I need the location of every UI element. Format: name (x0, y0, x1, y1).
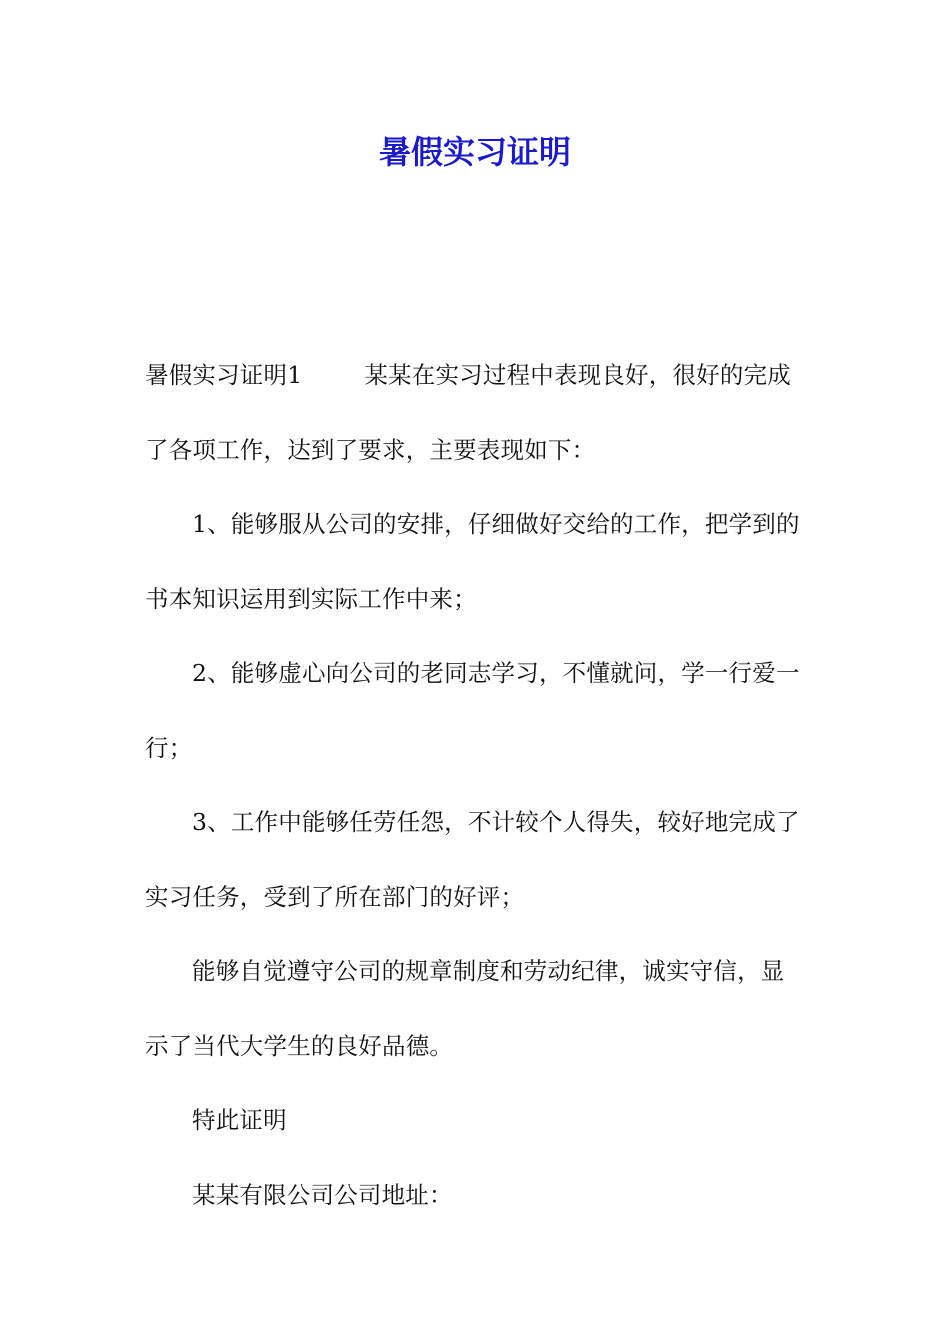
closing-line: 特此证明 (192, 1106, 287, 1134)
body-line-2: 了各项工作，达到了要求，主要表现如下： (145, 435, 596, 464)
body-line-3: 1、能够服从公司的安排，仔细做好交给的工作，把学到的 (192, 510, 800, 538)
body-line-5: 2、能够虚心向公司的老同志学习，不懂就问，学一行爱一 (192, 659, 800, 687)
section-label: 暑假实习证明1 (145, 361, 303, 389)
document-title: 暑假实习证明 (378, 133, 571, 171)
document-body (145, 338, 807, 1232)
line-text: 某某在实习过程中表现良好，很好的完成 (364, 361, 791, 389)
body-line-4: 书本知识运用到实际工作中来； (145, 584, 477, 613)
body-line-6: 行； (145, 733, 193, 762)
body-line-8: 实习任务，受到了所在部门的好评； (145, 882, 525, 911)
body-line-9: 能够自觉遵守公司的规章制度和劳动纪律，诚实守信，显 (192, 957, 785, 985)
body-line-1 (145, 338, 807, 413)
company-address-line: 某某有限公司公司地址： (192, 1180, 453, 1209)
body-line-7: 3、工作中能够任劳任怨，不计较个人得失，较好地完成了 (192, 808, 800, 836)
body-line-10: 示了当代大学生的良好品德。 (145, 1031, 454, 1060)
